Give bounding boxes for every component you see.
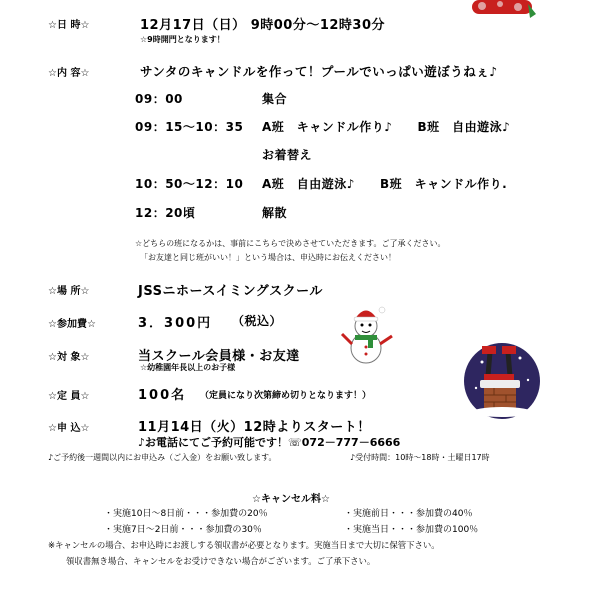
schedule-text-2: A班 キャンドル作り♪ B班 自由遊泳♪: [262, 120, 511, 134]
fee-value: 3．300円: [138, 316, 213, 331]
capacity-value: 100名: [138, 388, 187, 403]
apply-value: 11月14日（火）12時よりスタート！: [138, 420, 371, 435]
schedule-text-1: 集合: [262, 92, 288, 106]
cancel-row-2-left: ・実施7日～2日前・・・参加費の30％: [104, 525, 262, 535]
target-value: 当スクール会員様・お友達: [138, 349, 300, 364]
target-note: ☆幼稚園年長以上のお子様: [140, 363, 236, 372]
schedule-note-2: 「お友達と同じ班がいい！」という場合は、申込時にお伝えください！: [140, 253, 396, 262]
fee-label: ☆参加費☆: [48, 319, 96, 330]
schedule-text-4: A班 自由遊泳♪ B班 キャンドル作り.: [262, 177, 508, 191]
capacity-label: ☆定 員☆: [48, 391, 90, 402]
date-label: ☆日 時☆: [48, 20, 90, 31]
cancel-title: ☆キャンセル料☆: [252, 494, 330, 505]
schedule-note-1: ☆どちらの班になるかは、事前にこちらで決めさせていただきます。ご了承ください。: [135, 239, 446, 248]
snowman-illustration: [338, 304, 400, 366]
cancel-row-2-right: ・実施当日・・・参加費の100％: [344, 525, 479, 535]
capacity-note: （定員になり次第締め切りとなります！）: [200, 391, 372, 401]
fee-suffix: （税込）: [232, 314, 283, 328]
venue-label: ☆場 所☆: [48, 286, 90, 297]
apply-label: ☆申 込☆: [48, 423, 90, 434]
apply-phone: ♪お電話にてご予約可能です！☏072－777－6666: [138, 436, 401, 449]
schedule-time-2: 09：15～10：35: [135, 120, 244, 134]
venue-value: JSSニホースイミングスクール: [138, 284, 323, 299]
target-label: ☆対 象☆: [48, 352, 90, 363]
cancel-row-1-left: ・実施10日～8日前・・・参加費の20％: [104, 509, 268, 519]
schedule-time-1: 09：00: [135, 92, 183, 106]
schedule-text-5: 解散: [262, 206, 288, 220]
schedule-time-4: 10：50～12：10: [135, 177, 244, 191]
cancel-note-2: 領収書無き場合、キャンセルをお受けできない場合がございます。ご了承下さい。: [66, 556, 376, 566]
date-note: ☆9時開門となります！: [140, 35, 225, 44]
content-label: ☆内 容☆: [48, 68, 90, 79]
santa-chimney-illustration: [462, 340, 542, 422]
schedule-text-3: お着替え: [262, 148, 313, 162]
santa-hat-decoration: [470, 0, 540, 22]
apply-hours: ♪受付時間：10時～18時・土曜日17時: [350, 453, 490, 462]
date-value: 12月17日（日） 9時00分～12時30分: [140, 18, 386, 33]
cancel-row-1-right: ・実施前日・・・参加費の40％: [344, 509, 473, 519]
cancel-note-1: ※キャンセルの場合、お申込時にお渡しする領収書が必要となります。実施当日まで大切に保管下さい。: [48, 540, 440, 550]
content-value: サンタのキャンドルを作って！プールでいっぱい遊ぼうねぇ♪: [140, 64, 498, 79]
apply-note: ♪ご予約後一週間以内にお申込み（ご入金）をお願い致します。: [48, 453, 277, 462]
schedule-time-5: 12：20頃: [135, 206, 196, 220]
